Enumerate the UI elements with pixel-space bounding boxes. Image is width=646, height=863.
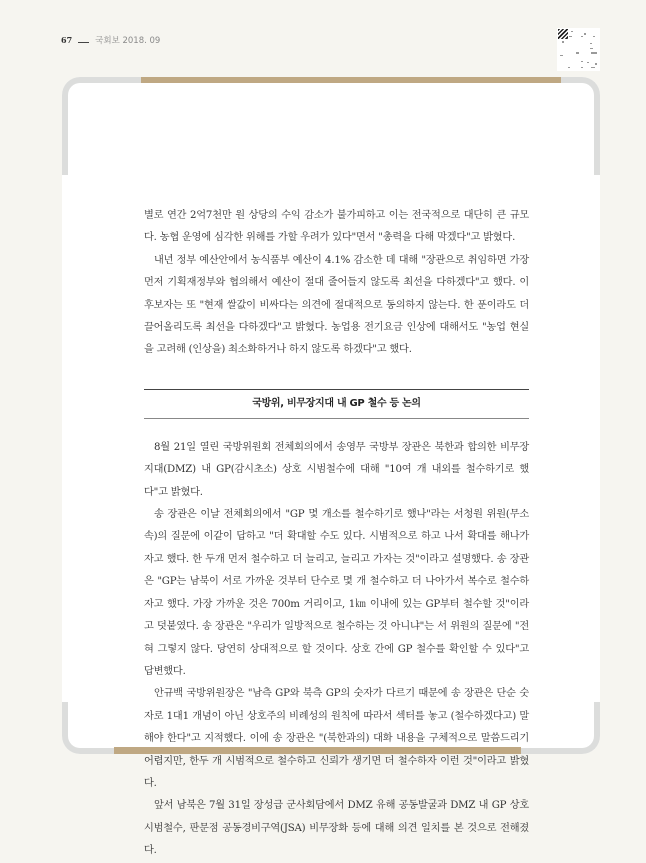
paragraph: 8월 21일 열린 국방위원회 전체회의에서 송영무 국방부 장관은 북한과 합의한 비무장지대(DMZ) 내 GP(감시초소) 상호 시범철수에 대해 "10여 개 내외를 철수하기로 했다"고 밝혔다. [144,441,529,498]
section-header [144,389,529,419]
qr-code-icon [557,28,600,71]
magazine-title: 국회보 2018. 09 [95,36,161,46]
frame-top-border [62,77,600,175]
accent-bar-top [141,77,561,83]
section-title: 국방위, 비무장지대 내 GP 철수 등 논의 [252,397,421,409]
article-body [144,205,529,863]
paragraph: 앞서 남북은 7월 31일 장성급 군사회담에서 DMZ 유해 공동발굴과 DMZ 내 GP 상호 시범철수, 판문점 공동경비구역(JSA) 비무장화 등에 대해 의견 일치를 본 것으로 전해졌다. [144,800,529,857]
paragraph: 내년 정부 예산안에서 농식품부 예산이 4.1% 감소한 데 대해 "장관으로 취임하면 가장 먼저 기획재정부와 협의해서 예산이 절대 줄어들지 않도록 최선을 다하겠다"고 했다. 이 후보자는 또 "현재 쌀값이 비싸다는 의견에 절대적으로 동의하지 않는다. 한 푼이라도 더 끌어올리도록 최선을 다하겠다"고 밝혔다. 농업용 전기요금 인상에 대해서도 "농업 현실을 고려해 (인상을) 최소화하거나 하지 않도록 하겠다"고 했다. [144,254,529,356]
paragraph: 별로 연간 2억7천만 원 상당의 수익 감소가 불가피하고 이는 전국적으로 대단히 큰 규모다. 농협 운영에 심각한 위해를 가할 우려가 있다"면서 "총력을 다해 막겠다"고 밝혔다. [144,210,529,244]
paragraph: 송 장관은 이날 전체회의에서 "GP 몇 개소를 철수하기로 했나"라는 서청원 위원(무소속)의 질문에 이같이 답하고 "더 확대할 수도 있다. 시범적으로 하고 나서 확대를 해나가자고 했다. 한 두개 먼저 철수하고 더 늘리고, 늘리고 가자는 것"이라고 설명했다. 송 장관은 "GP는 남북이 서로 가까운 것부터 단수로 몇 개 철수하고 더 나아가서 복수로 철수하자고 했다. 가장 가까운 것은 700m 거리이고, 1㎞ 이내에 있는 GP부터 철수할 것"이라고 덧붙였다. 송 장관은 "우리가 일방적으로 철수하는 것 아니냐"는 서 위원의 질문에 "전혀 그렇지 않다. 당연히 상대적으로 할 것이다. 상호 간에 GP 철수를 확인할 수 있다"고 답변했다. [144,509,529,677]
header-divider [78,42,89,43]
page-header [61,34,160,46]
paragraph: 안규백 국방위원장은 "남측 GP와 북측 GP의 숫자가 다르기 때문에 송 장관은 단순 숫자로 1대1 개념이 아닌 상호주의 비례성의 원칙에 따라서 섹터를 놓고 (철수하겠다고) 말해야 한다"고 지적했다. 이에 송 장관은 "(북한과의) 대화 내용을 구체적으로 말씀드리기 어렵지만, 한두 개 시범적으로 철수하고 신뢰가 생기면 더 철수하자 이런 것"이라고 밝혔다. [144,688,529,789]
page-number: 67 [61,35,73,45]
